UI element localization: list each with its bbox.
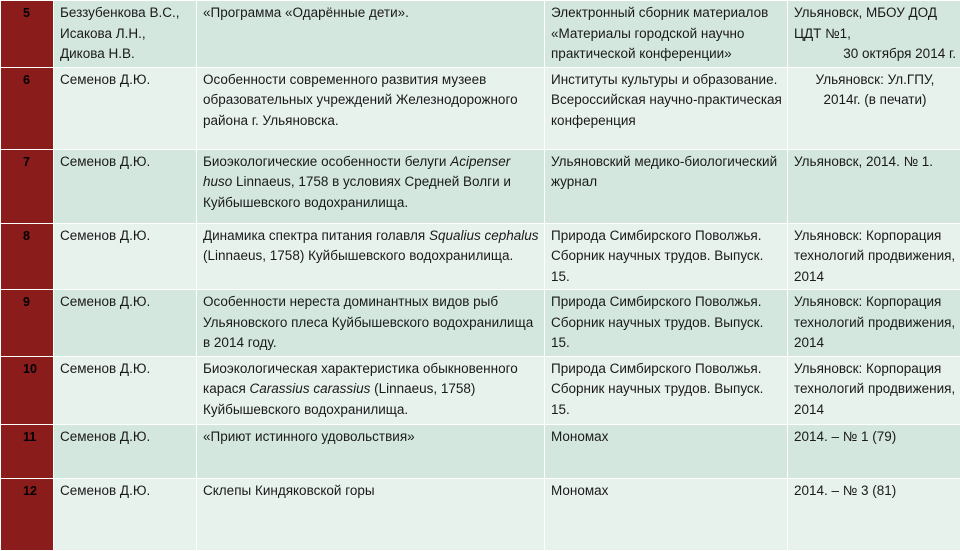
row-number: 6	[1, 67, 54, 149]
title-cell: «Программа «Одарённые дети».	[197, 1, 545, 68]
species-name: Carassius carassius	[250, 381, 371, 396]
table-row	[1, 290, 960, 357]
title-cell	[197, 223, 545, 290]
table-row	[1, 223, 960, 290]
publisher-date: 30 октября 2014 г.	[794, 44, 956, 65]
source-cell: Институты культуры и образование. Всероссийская научно-практическая конференция	[545, 67, 788, 149]
publisher-line: Ульяновск, МБОУ ДОД ЦДТ №1,	[794, 5, 937, 41]
species-name: Acipenser huso	[203, 154, 510, 190]
table-row	[1, 1, 960, 68]
publisher-note: 2014г. (в печати)	[794, 90, 956, 111]
table-row	[1, 424, 960, 478]
source-cell: Мономах	[545, 424, 788, 478]
title-text: Биоэкологическая характеристика обыкновенного карася	[203, 361, 518, 397]
author-cell: Семенов Д.Ю.	[54, 356, 197, 424]
title-text: Динамика спектра питания голавля	[203, 228, 429, 243]
row-number: 11	[1, 424, 54, 478]
publisher-cell	[788, 67, 960, 149]
publisher-line: Ульяновск: Ул.ГПУ,	[794, 70, 956, 91]
title-text: Биоэкологические особенности белуги	[203, 154, 450, 169]
row-number: 9	[1, 290, 54, 357]
author-cell: Семенов Д.Ю.	[54, 67, 197, 149]
title-cell: «Приют истинного удовольствия»	[197, 424, 545, 478]
table-row	[1, 149, 960, 223]
author-cell: Семенов Д.Ю.	[54, 223, 197, 290]
publisher-cell: Ульяновск: Корпорация технологий продвижения, 2014	[788, 290, 960, 357]
author-cell: Семенов Д.Ю.	[54, 149, 197, 223]
author-cell: Семенов Д.Ю.	[54, 424, 197, 478]
author-cell: Семенов Д.Ю.	[54, 290, 197, 357]
publisher-cell	[788, 1, 960, 68]
row-number: 12	[1, 478, 54, 550]
publisher-cell: Ульяновск, 2014. № 1.	[788, 149, 960, 223]
source-cell: Ульяновский медико-биологический журнал	[545, 149, 788, 223]
title-cell: Особенности современного развития музеев образовательных учреждений Железнодорожного района г. Ульяновска.	[197, 67, 545, 149]
source-cell: Природа Симбирского Поволжья. Сборник научных трудов. Выпуск. 15.	[545, 356, 788, 424]
title-text: (Linnaeus, 1758) Куйбышевского водохранилища.	[203, 381, 475, 417]
source-cell: Природа Симбирского Поволжья. Сборник научных трудов. Выпуск. 15.	[545, 223, 788, 290]
title-text: (Linnaeus, 1758) Куйбышевского водохранилища.	[203, 248, 513, 263]
author-cell: Семенов Д.Ю.	[54, 478, 197, 550]
row-number: 10	[1, 356, 54, 424]
table-row	[1, 67, 960, 149]
row-number: 8	[1, 223, 54, 290]
publisher-cell: 2014. – № 1 (79)	[788, 424, 960, 478]
row-number: 7	[1, 149, 54, 223]
source-cell: Электронный сборник материалов «Материалы городской научно практической конференции»	[545, 1, 788, 68]
species-name: Squalius cephalus	[429, 228, 539, 243]
table-row	[1, 356, 960, 424]
row-number: 5	[1, 1, 54, 68]
publisher-cell: Ульяновск: Корпорация технологий продвижения, 2014	[788, 356, 960, 424]
publisher-cell: 2014. – № 3 (81)	[788, 478, 960, 550]
source-cell: Природа Симбирского Поволжья. Сборник научных трудов. Выпуск. 15.	[545, 290, 788, 357]
source-cell: Мономах	[545, 478, 788, 550]
table-row	[1, 478, 960, 550]
title-cell	[197, 149, 545, 223]
title-text: Linnaeus, 1758 в условиях Средней Волги и Куйбышевского водохранилища.	[203, 174, 511, 210]
title-cell: Склепы Киндяковской горы	[197, 478, 545, 550]
title-cell: Особенности нереста доминантных видов рыб Ульяновского плеса Куйбышевского водохранилища в 2014 году.	[197, 290, 545, 357]
title-cell	[197, 356, 545, 424]
publisher-cell: Ульяновск: Корпорация технологий продвижения, 2014	[788, 223, 960, 290]
author-cell: Беззубенкова В.С., Исакова Л.Н., Дикова Н.В.	[54, 1, 197, 68]
